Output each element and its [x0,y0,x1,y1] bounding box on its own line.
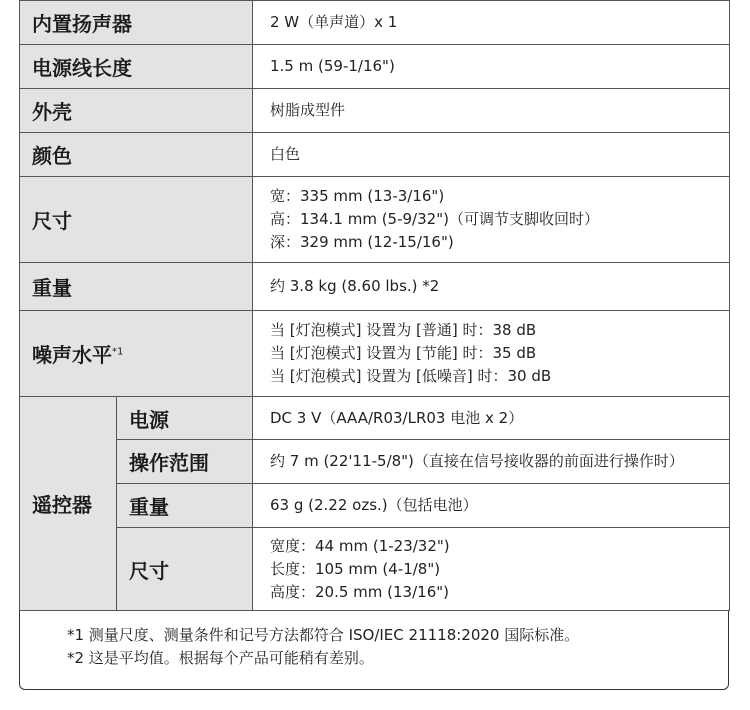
row-value: 63 g (2.22 ozs.)（包括电池） [253,484,730,528]
row-label: 尺寸 [20,177,253,263]
group-label-remote: 遥控器 [20,397,117,611]
row-label-text: 噪声水平 [32,343,112,367]
table-row [20,177,730,263]
table-row [20,484,730,528]
row-label: 重量 [20,263,253,311]
value-line: 当 [灯泡模式] 设置为 [节能] 时：35 dB [270,344,537,362]
table-row [20,528,730,611]
row-value: 约 7 m (22'11-5/8")（直接在信号接收器的前面进行操作时） [253,440,730,484]
value-line: 高：134.1 mm (5-9/32")（可调节支脚收回时） [270,210,599,228]
sub-label: 尺寸 [117,528,253,611]
row-value: DC 3 V（AAA/R03/LR03 电池 x 2） [253,397,730,440]
table-row [20,89,730,133]
row-value: 1.5 m (59-1/16") [253,45,730,89]
value-line: 深：329 mm (12-15/16") [270,233,454,251]
value-line: 当 [灯泡模式] 设置为 [普通] 时：38 dB [270,321,537,339]
table-row [20,45,730,89]
row-label: 电源线长度 [20,45,253,89]
row-label: 外壳 [20,89,253,133]
table-row [20,1,730,45]
value-line: 宽度：44 mm (1-23/32") [270,536,450,555]
value-line: 当 [灯泡模式] 设置为 [低噪音] 时：30 dB [270,367,552,385]
sub-label: 重量 [117,484,253,528]
table-row [20,397,730,440]
row-value [253,528,730,611]
row-label: 颜色 [20,133,253,177]
table-row [20,133,730,177]
value-line: 宽：335 mm (13-3/16") [270,187,445,205]
row-value: 白色 [253,133,730,177]
row-value: 约 3.8 kg (8.60 lbs.) *2 [253,263,730,311]
row-label: 内置扬声器 [20,1,253,45]
value-line: 高度：20.5 mm (13/16") [270,582,449,601]
footnote: *1 测量尺度、测量条件和记号方法都符合 ISO/IEC 21118:2020 国际标准。 [67,626,580,644]
spec-table [19,0,730,611]
row-value: 2 W（单声道）x 1 [253,1,730,45]
footnote: *2 这是平均值。根据每个产品可能稍有差别。 [67,649,374,667]
sub-label: 操作范围 [117,440,253,484]
row-value: 树脂成型件 [253,89,730,133]
value-line: 长度：105 mm (4-1/8") [270,559,441,578]
row-label [20,311,253,397]
sub-label: 电源 [117,397,253,440]
row-value [253,311,730,397]
row-value [253,177,730,263]
footnote-marker: *1 [112,346,124,358]
footnotes [67,624,579,670]
table-row [20,263,730,311]
table-row [20,311,730,397]
table-row [20,440,730,484]
